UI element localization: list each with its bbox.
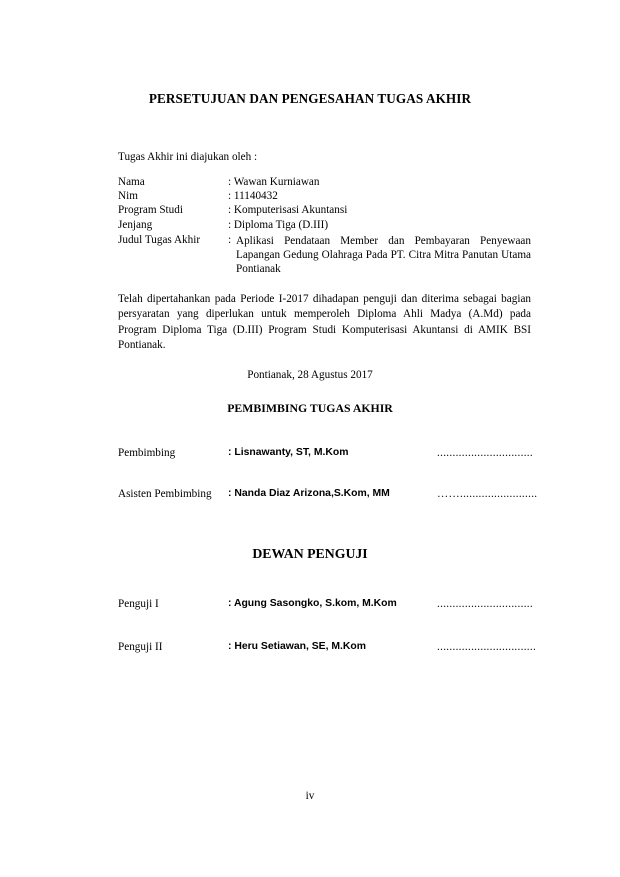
pembimbing-label: Pembimbing bbox=[118, 447, 176, 459]
place-date: Pontianak, 28 Agustus 2017 bbox=[247, 369, 373, 381]
field-value-program-studi: : Komputerisasi Akuntansi bbox=[228, 204, 348, 216]
page-number: iv bbox=[305, 790, 315, 802]
field-value-jenjang: : Diploma Tiga (D.III) bbox=[228, 219, 329, 231]
penguji-2-name: : Heru Setiawan, SE, M.Kom bbox=[228, 641, 366, 652]
field-label-judul: Judul Tugas Akhir bbox=[118, 234, 201, 246]
asisten-pembimbing-name: : Nanda Diaz Arizona,S.Kom, MM bbox=[228, 488, 390, 499]
approval-paragraph: Telah dipertahankan pada Periode I-2017 dihadapan penguji dan diterima sebagai bagian persyaratan yang diperlukan untuk memperoleh Diploma Ahli Madya (A.Md) pada Program Diploma Tiga (D.III) Program Studi Komputerisasi Akuntansi di AMIK BSI Pontianak. bbox=[118, 293, 531, 352]
pembimbing-signature-line: ............................... bbox=[437, 447, 534, 459]
field-value-nim: : 11140432 bbox=[228, 190, 278, 202]
penguji-1-name: : Agung Sasongko, S.kom, M.Kom bbox=[228, 598, 397, 609]
field-label-nim: Nim bbox=[118, 190, 138, 202]
field-label-program-studi: Program Studi bbox=[118, 204, 183, 216]
field-label-jenjang: Jenjang bbox=[118, 219, 153, 231]
penguji-1-label: Penguji I bbox=[118, 598, 159, 610]
penguji-2-label: Penguji II bbox=[118, 641, 163, 653]
intro-text: Tugas Akhir ini diajukan oleh : bbox=[118, 151, 258, 163]
penguji-1-signature-line: ............................... bbox=[437, 598, 534, 610]
document-title: PERSETUJUAN DAN PENGESAHAN TUGAS AKHIR bbox=[148, 91, 472, 106]
penguji-2-signature-line: ................................ bbox=[437, 641, 537, 653]
dewan-penguji-heading: DEWAN PENGUJI bbox=[252, 546, 368, 561]
field-label-nama: Nama bbox=[118, 176, 145, 188]
pembimbing-heading: PEMBIMBING TUGAS AKHIR bbox=[227, 401, 393, 415]
pembimbing-name: : Lisnawanty, ST, M.Kom bbox=[228, 447, 349, 458]
asisten-pembimbing-label: Asisten Pembimbing bbox=[118, 488, 212, 500]
field-value-nama: : Wawan Kurniawan bbox=[228, 176, 320, 188]
asisten-pembimbing-signature-line: ……......................... bbox=[437, 488, 538, 500]
field-colon-judul: : bbox=[228, 234, 232, 246]
field-value-judul: Aplikasi Pendataan Member dan Pembayaran Penyewaan Lapangan Gedung Olahraga Pada PT. Citra Mitra Panutan Utama Pontianak bbox=[236, 235, 531, 275]
